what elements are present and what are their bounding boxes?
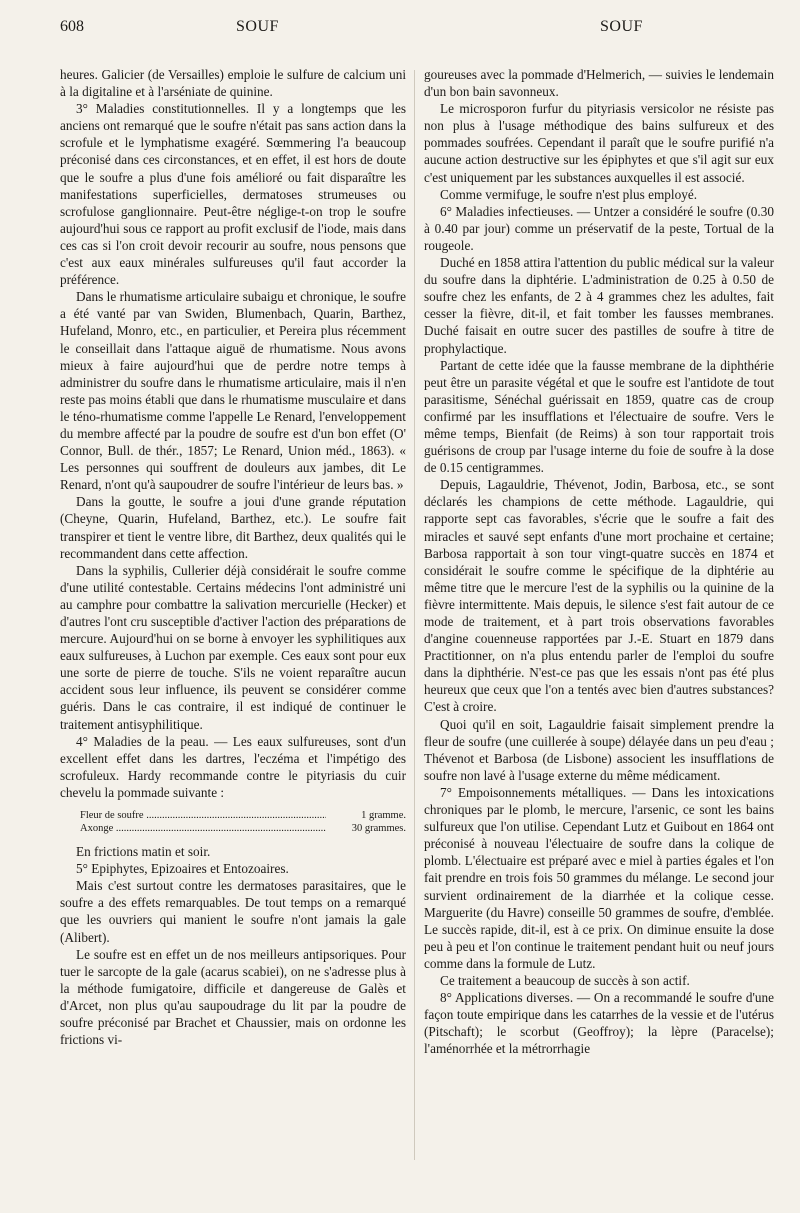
paragraph: Ce traitement a beaucoup de succès à son actif.: [440, 972, 690, 988]
paragraph: Dans le rhumatisme articulaire subaigu et chronique, le soufre a été vanté par van Swiden, Blumenbach, Quarin, Barthez, Hufeland, Monro, etc., en particulier, et Pereira plus récemment le conseillait dans l'attaque aiguë de rhumatisme. Nous avons mieux à faire aujourd'hui que de perdre notre temps à administrer du soufre dans le rhumatisme articulaire, mais il n'en reste pas moins établi que dans le rhumatisme musculaire et dans le téno-rhumatisme comme l'appelle Le Renard, l'enveloppement du membre affecté par la poudre de soufre est d'un bon effet (O' Connor, Bull. de thér., 1857; Le Renard, Union méd., 1863). « Les personnes qui souffrent de douleurs aux jambes, dit Le Renard, n'ont qu'à saupoudrer de soufre l'intérieur de leurs bas. »: [60, 289, 406, 493]
paragraph: 6° Maladies infectieuses. — Untzer a considéré le soufre (0.30 à 0.40 par jour) comme un préservatif de la peste, Tortual de la rougeole.: [424, 203, 774, 253]
paragraph: 8° Applications diverses. — On a recommandé le soufre d'une façon toute empirique dans les catarrhes de la vessie et de l'utérus (Pitschaft); le scorbut (Geoffroy); la lèpre (Paracelse); l'aménorrhée et la métrorrhagie: [424, 990, 774, 1057]
section-heading: 5° Epiphytes, Epizoaires et Entozoaires.: [76, 861, 289, 877]
recipe-ingredient: Axonge .....: [80, 822, 326, 835]
recipe-quantity: 1 gramme.: [361, 810, 406, 822]
paragraph: Dans la goutte, le soufre a joui d'une grande réputation (Cheyne, Quarin, Hufeland, Barthez, etc.). Le soufre fait transpirer et tient le ventre libre, dit Barthez, deux qualités qui le recommandent dans cette affection.: [60, 494, 406, 561]
paragraph: Comme vermifuge, le soufre n'est plus employé.: [440, 186, 698, 202]
recipe: [80, 809, 406, 835]
recipe-ingredient: Fleur de soufre .....: [80, 809, 326, 822]
paragraph: Quoi qu'il en soit, Lagauldrie faisait simplement prendre la fleur de soufre (une cuillerée à soupe) délayée dans un peu d'eau ; Thévenot et Barbosa (de Lisbone) associent les insufflations de soufre non lavé à l'usage externe du même médicament.: [424, 716, 774, 783]
paragraph: Le microsporon furfur du pityriasis versicolor ne résiste pas non plus à l'usage méthodique des bains sulfureux et des pommades soufrées. Cependant il paraît que le soufre purifié n'a aucune action destructive sur les épiphytes et que s'il agit sur eux c'est uniquement par les substances auxquelles il est associé.: [424, 101, 774, 185]
paragraph: Mais c'est surtout contre les dermatoses parasitaires, que le soufre a des effets remarquables. De tout temps on a remarqué que les ouvriers qui manient le soufre n'ont jamais la gale (Alibert).: [60, 878, 406, 945]
column-divider: [414, 70, 415, 1160]
recipe-row: [80, 809, 406, 822]
right-running-title: SOUF: [600, 18, 643, 35]
paragraph: Dans la syphilis, Cullerier déjà considérait le soufre comme d'une utilité contestable. Certains médecins l'ont administré uni au camphre pour combattre la salivation mercurielle (Hecker) et d'autres l'ont cru susceptible d'activer l'action des préparations de mercure. Aujourd'hui on se borne à envoyer les syphilitiques aux eaux sulfureuses, à Luchon par exemple. Ces eaux sont pour eux une sorte de pierre de touche. S'ils ne voient reparaître aucun accident sous leur influence, ils peuvent se considérer comme guéris. Dans le cas contraire, il est indiqué de continuer le traitement antisyphilitique.: [60, 562, 406, 732]
paragraph: Depuis, Lagauldrie, Thévenot, Jodin, Barbosa, etc., se sont déclarés les champions de cette méthode. Lagauldrie, qui rapporte sept cas favorables, s'écrie que le soufre a fait des miracles et sauvé sept enfants d'une mort prochaine et certaine; Barbosa rapportait à son tour vingt-quatre succès en 1874 et considérait le soufre comme le spécifique de la diphtérie au même titre que le mercure l'est de la syphilis ou la quinine de la fièvre intermittente. Mais depuis, le silence s'est fait autour de ce mode de traitement, et à part trois observations favorables d'angine couenneuse rapportées par J.-E. Stuart en 1879 dans Practitionner, on n'a plus entendu parler de l'emploi du soufre dans la diphthérie. N'est-ce pas que les essais n'ont pas été plus heureux que ceux que l'on a tentés avec bien d'autres substances? C'est à croire.: [424, 477, 774, 715]
paragraph: Duché en 1858 attira l'attention du public médical sur la valeur du soufre dans la diphtérie. L'administration de 0.25 à 0.50 de soufre chez les enfants, de 2 à 4 grammes chez les adultes, fait cesser la fièvre, dit-il, et fait tomber les fausses membranes. Duché faisait en outre sucer des pastilles de soufre à titre de prophylactique.: [424, 255, 774, 356]
recipe-row: [80, 822, 406, 835]
paragraph: 3° Maladies constitutionnelles. Il y a longtemps que les anciens ont remarqué que le soufre n'était pas sans action dans la scrofule et le lymphatisme exagéré. Sœmmering l'a beaucoup préconisé dans ces circonstances, et en effet, il est hors de doute que le soufre a plus d'une fois amélioré ou fait disparaître les manifestations superficielles, dermatoses strumeuses ou scrofulose ganglionnaire. Peut-être néglige-t-on trop le soufre aujourd'hui sous ce rapport au profit exclusif de l'iode, mais dans ces cas si l'on croit devoir recourir au soufre, nous pensons que c'est aux eaux minérales sulfureuses qu'il faut accorder la préférence.: [60, 101, 406, 288]
recipe-quantity: 30 grammes.: [351, 823, 406, 835]
paragraph: Le soufre est en effet un de nos meilleurs antipsoriques. Pour tuer le sarcopte de la gale (acarus scabiei), on ne s'adresse plus à la méthode fumigatoire, difficile et dangereuse de Galès et d'Arcet, non plus qu'au saupoudrage du lit par la poudre de soufre préconisé par Brachet et Chaussier, mais on ordonne les frictions vi-: [60, 946, 406, 1048]
paragraph: Partant de cette idée que la fausse membrane de la diphthérie peut être un parasite végétal et que le soufre est l'antidote de tout parasitisme, Sénéchal guérissait en 1859, quatre cas de croup confirmé par les insufflations et l'électuaire de soufre. Vers le même temps, Bienfait (de Reims) à son tour rapportait trois guérisons de croup par l'usage interne du foie de soufre à la dose de 0.15 centigrammes.: [424, 357, 774, 476]
paragraph: 4° Maladies de la peau. — Les eaux sulfureuses, sont d'un excellent effet dans les dartres, l'eczéma et l'impétigo des scrofuleux. Hardy recommande contre le pityriasis du cuir chevelu la pommade suivante :: [60, 733, 406, 800]
left-running-title: SOUF: [236, 18, 279, 35]
paragraph: En frictions matin et soir.: [76, 844, 211, 860]
page-number: 608: [60, 18, 84, 35]
paragraph: 7° Empoisonnements métalliques. — Dans les intoxications chroniques par le plomb, le mercure, l'arsenic, ce sont les bains sulfureux que l'on utilise. Cependant Lutz et Guibout en 1864 ont préconisé à nouveau l'électuaire de soufre dans la colique de plomb. L'électuaire est préparé avec e miel à parties égales et l'on fait prendre en trois fois 50 grammes du mélange. Le second jour survient ordinairement de la diarrhée et la colique cesse. Marguerite (du Havre) conseille 50 grammes de soufre, d'emblée. Le succès rapide, dit-il, est à ce prix. On diminue ensuite la dose peu à peu et l'on continue le traitement pendant huit ou neuf jours comme dans la formule de Lutz.: [424, 784, 774, 971]
paragraph: goureuses avec la pommade d'Helmerich, — suivies le lendemain d'un bon bain savonneux.: [424, 67, 774, 100]
right-column: [424, 66, 774, 1057]
running-header: [60, 18, 760, 42]
paragraph: heures. Galicier (de Versailles) emploie le sulfure de calcium uni à la digitaline et à l'arséniate de quinine.: [60, 67, 406, 100]
left-column: [60, 66, 406, 1048]
